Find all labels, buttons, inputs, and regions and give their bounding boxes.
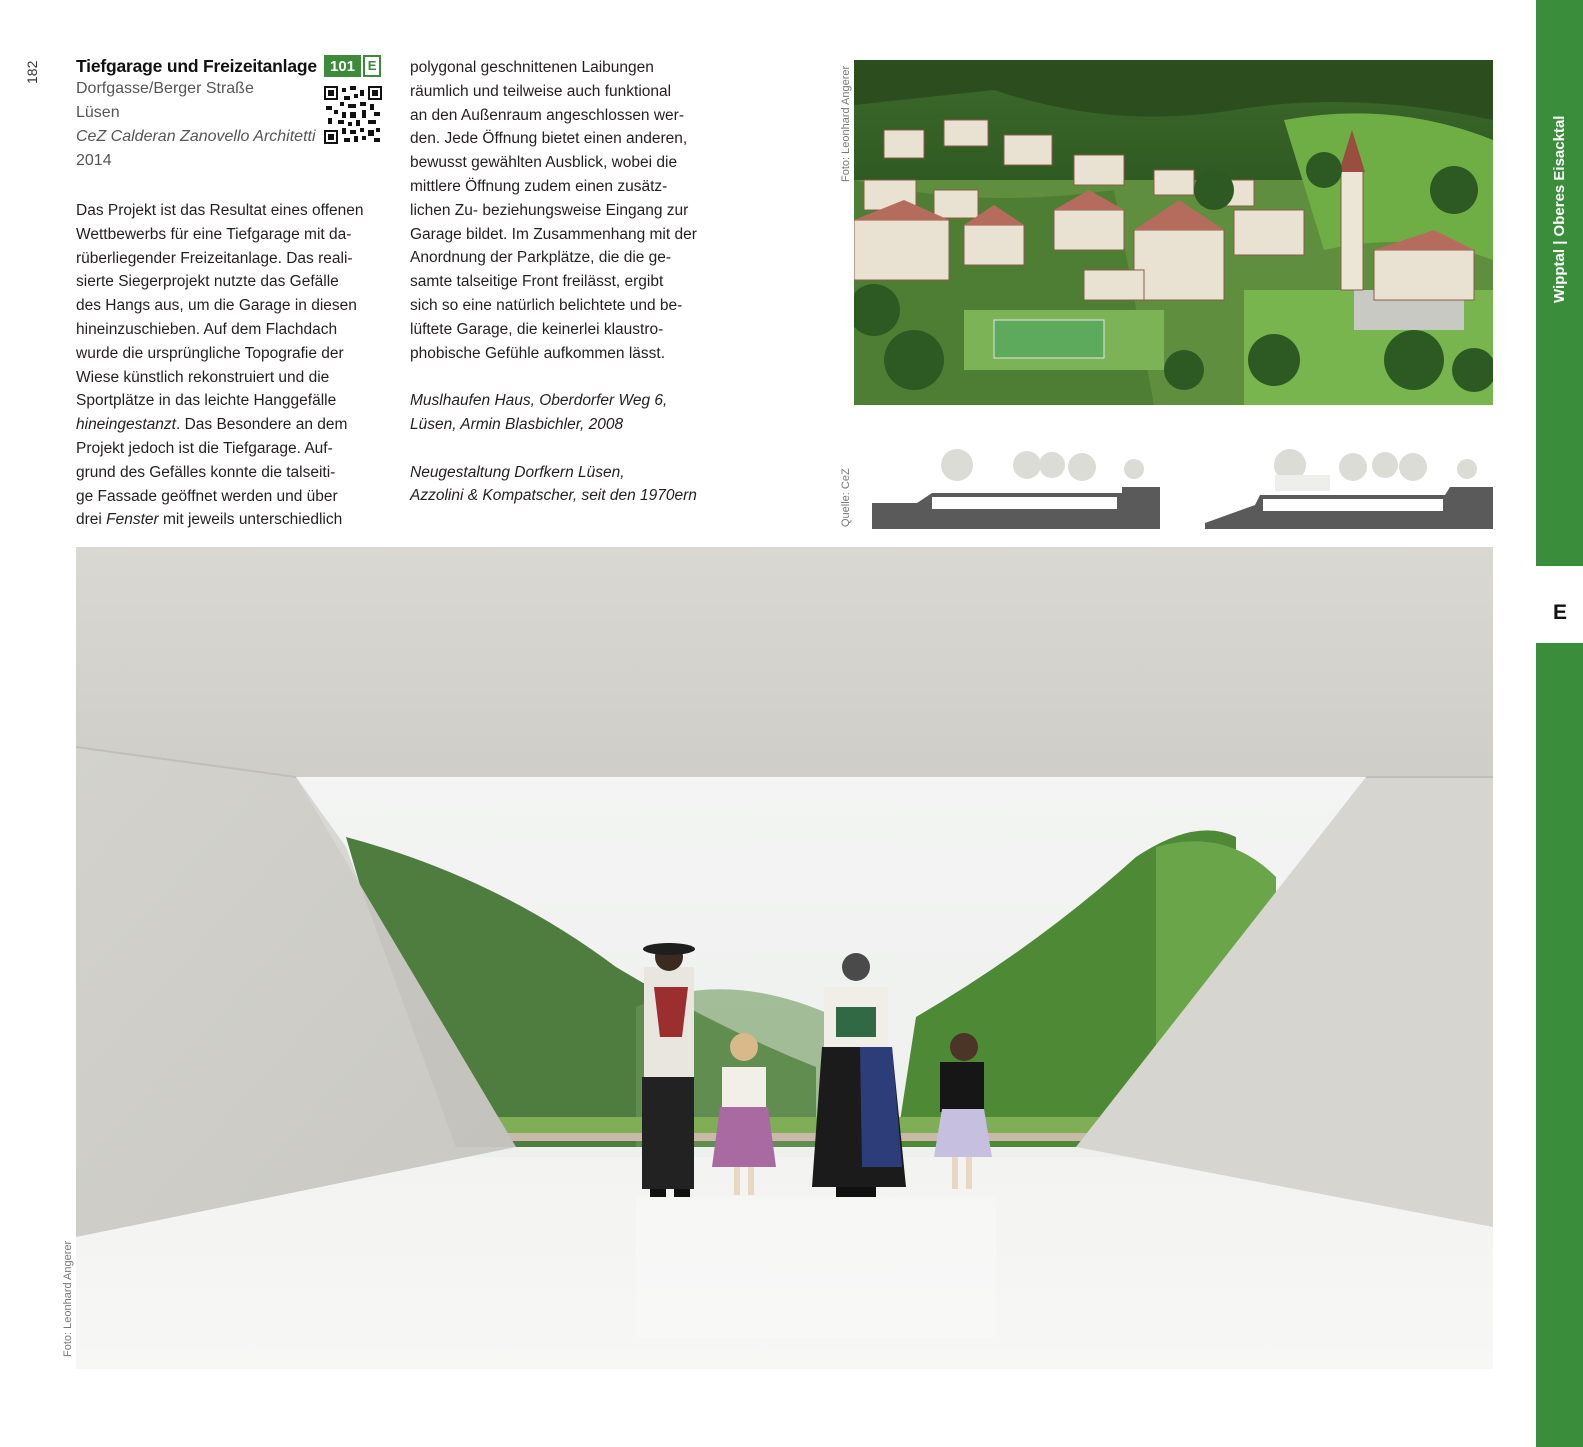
qr-code-icon[interactable] <box>324 86 382 144</box>
village-aerial-photo <box>854 60 1493 405</box>
text-line: wurde die ursprüngliche Topografie der <box>76 344 344 362</box>
text-fragment: mit jeweils unterschiedlich <box>158 511 343 529</box>
entry-title: Tiefgarage und Freizeitanlage <box>76 56 317 76</box>
reference-1-line-1: Muslhaufen Haus, Oberdorfer Weg 6, <box>410 392 668 410</box>
entry-address: Dorfgasse/Berger Straße <box>76 80 254 97</box>
text-line: samte talseitige Front freilässt, ergibt <box>410 273 664 291</box>
text-line: Projekt jedoch ist die Tiefgarage. Auf- <box>76 439 333 457</box>
text-line: sierte Siegerprojekt nutzte das Gefälle <box>76 273 339 291</box>
text-line: phobische Gefühle aufkommen lässt. <box>410 344 666 362</box>
entry-badge <box>324 55 381 77</box>
text-line: sich so eine natürlich belichtete und be- <box>410 296 683 314</box>
text-line: grund des Gefälles konnte die talseiti- <box>76 463 336 481</box>
section-letter: E <box>1552 601 1567 624</box>
text-line: ge Fassade geöffnet werden und über <box>76 487 338 505</box>
text-line: räumlich und teilweise auch funktional <box>410 82 672 100</box>
reference-2-line-2: Azzolini & Kompatscher, seit den 1970ern <box>410 487 697 505</box>
badge-number: 101 <box>324 55 361 77</box>
section-drawing-1 <box>872 445 1160 529</box>
page-number-left: 182 <box>24 60 40 84</box>
text-line: rüberliegender Freizeitanlage. Das reali- <box>76 249 353 267</box>
garage-opening-photo <box>76 547 1493 1369</box>
section-tab-label: Wipptal | Oberes Eisacktal <box>1551 115 1568 303</box>
text-line <box>76 508 382 532</box>
text-line: den. Jede Öffnung bietet einen anderen, <box>410 130 688 148</box>
photo-credit-main: Foto: Leonhard Angerer <box>62 1240 74 1357</box>
entry-year: 2014 <box>76 152 112 169</box>
text-line: Anordnung der Parkplätze, die die ge- <box>410 249 672 267</box>
entry-town: Lüsen <box>76 104 120 121</box>
text-line <box>76 413 382 437</box>
body-column-2 <box>410 56 714 508</box>
text-line: Sportplätze in das leichte Hanggefälle <box>76 392 337 410</box>
text-line: lichen Zu- beziehungsweise Eingang zur <box>410 201 689 219</box>
drawing-credit: Quelle: CeZ <box>840 468 852 527</box>
photo-credit-village: Foto: Leonhard Angerer <box>840 65 852 182</box>
text-line: Wettbewerbs für eine Tiefgarage mit da- <box>76 225 352 243</box>
section-tab-bottom <box>1536 643 1583 1447</box>
entry-architect: CeZ Calderan Zanovello Architetti <box>76 128 316 145</box>
badge-letter: E <box>363 55 381 77</box>
text-line: an den Außenraum angeschlossen wer- <box>410 106 684 124</box>
text-line: des Hangs aus, um die Garage in diesen <box>76 297 357 315</box>
reference-1-line-2: Lüsen, Armin Blasbichler, 2008 <box>410 415 624 433</box>
text-line: polygonal geschnittenen Laibungen <box>410 59 654 76</box>
emphasis: Fenster <box>106 511 159 529</box>
text-line: hineinzuschieben. Auf dem Flachdach <box>76 320 338 338</box>
text-line: lüftete Garage, die keinerlei klaustro- <box>410 320 664 338</box>
emphasis: hineingestanzt <box>76 416 176 434</box>
text-line: mittlere Öffnung zudem einen zusätz- <box>410 177 668 195</box>
text-line: Garage bildet. Im Zusammenhang mit der <box>410 225 697 243</box>
body-column-1 <box>76 199 382 532</box>
text-fragment: . Das Besondere an dem <box>175 416 348 434</box>
reference-2-line-1: Neugestaltung Dorfkern Lüsen, <box>410 463 625 481</box>
text-line: bewusst gewählten Ausblick, wobei die <box>410 154 678 172</box>
text-line: Wiese künstlich rekonstruiert und die <box>76 368 330 386</box>
svg-text:·: · <box>964 458 965 462</box>
section-drawing-2 <box>1185 445 1493 529</box>
text-line: Das Projekt ist das Resultat eines offenen <box>76 202 364 219</box>
text-fragment: drei <box>76 511 107 529</box>
